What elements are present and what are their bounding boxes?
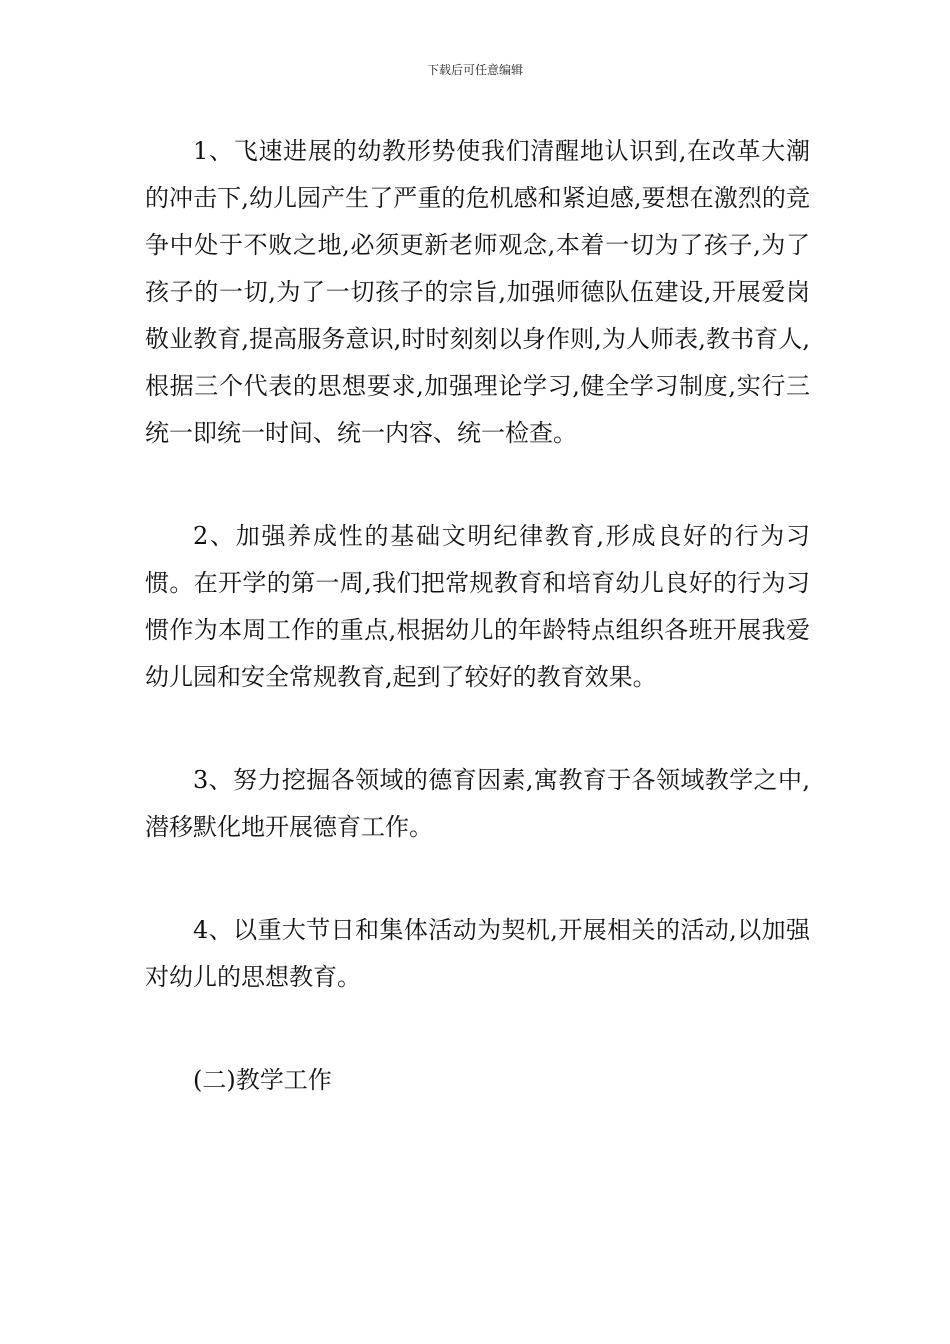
paragraph-gap	[145, 701, 810, 757]
paragraph-gap	[145, 1001, 810, 1057]
section-heading-teaching-work: (二)教学工作	[193, 1066, 332, 1094]
paragraph-gap	[145, 457, 810, 513]
paragraph-4: 4、以重大节日和集体活动为契机,开展相关的活动,以加强对幼儿的思想教育。	[145, 916, 810, 991]
paragraph-gap	[145, 851, 810, 907]
paragraph-3: 3、努力挖掘各领域的德育因素,寓教育于各领域教学之中,潜移默化地开展德育工作。	[145, 766, 810, 841]
document-body	[145, 128, 810, 1104]
paragraph-2: 2、加强养成性的基础文明纪律教育,形成良好的行为习惯。在开学的第一周,我们把常规教育和培育幼儿良好的行为习惯作为本周工作的重点,根据幼儿的年龄特点组织各班开展我爱幼儿园和安全常规教育,起到了较好的教育效果。	[145, 522, 810, 691]
paragraph-1: 1、飞速进展的幼教形势使我们清醒地认识到,在改革大潮的冲击下,幼儿园产生了严重的危机感和紧迫感,要想在激烈的竞争中处于不败之地,必须更新老师观念,本着一切为了孩子,为了孩子的一切,为了一切孩子的宗旨,加强师德队伍建设,开展爱岗敬业教育,提高服务意识,时时刻刻以身作则,为人师表,教书育人,根据三个代表的思想要求,加强理论学习,健全学习制度,实行三统一即统一时间、统一内容、统一检查。	[145, 137, 810, 447]
page-header-note: 下载后可任意编辑	[426, 63, 523, 77]
